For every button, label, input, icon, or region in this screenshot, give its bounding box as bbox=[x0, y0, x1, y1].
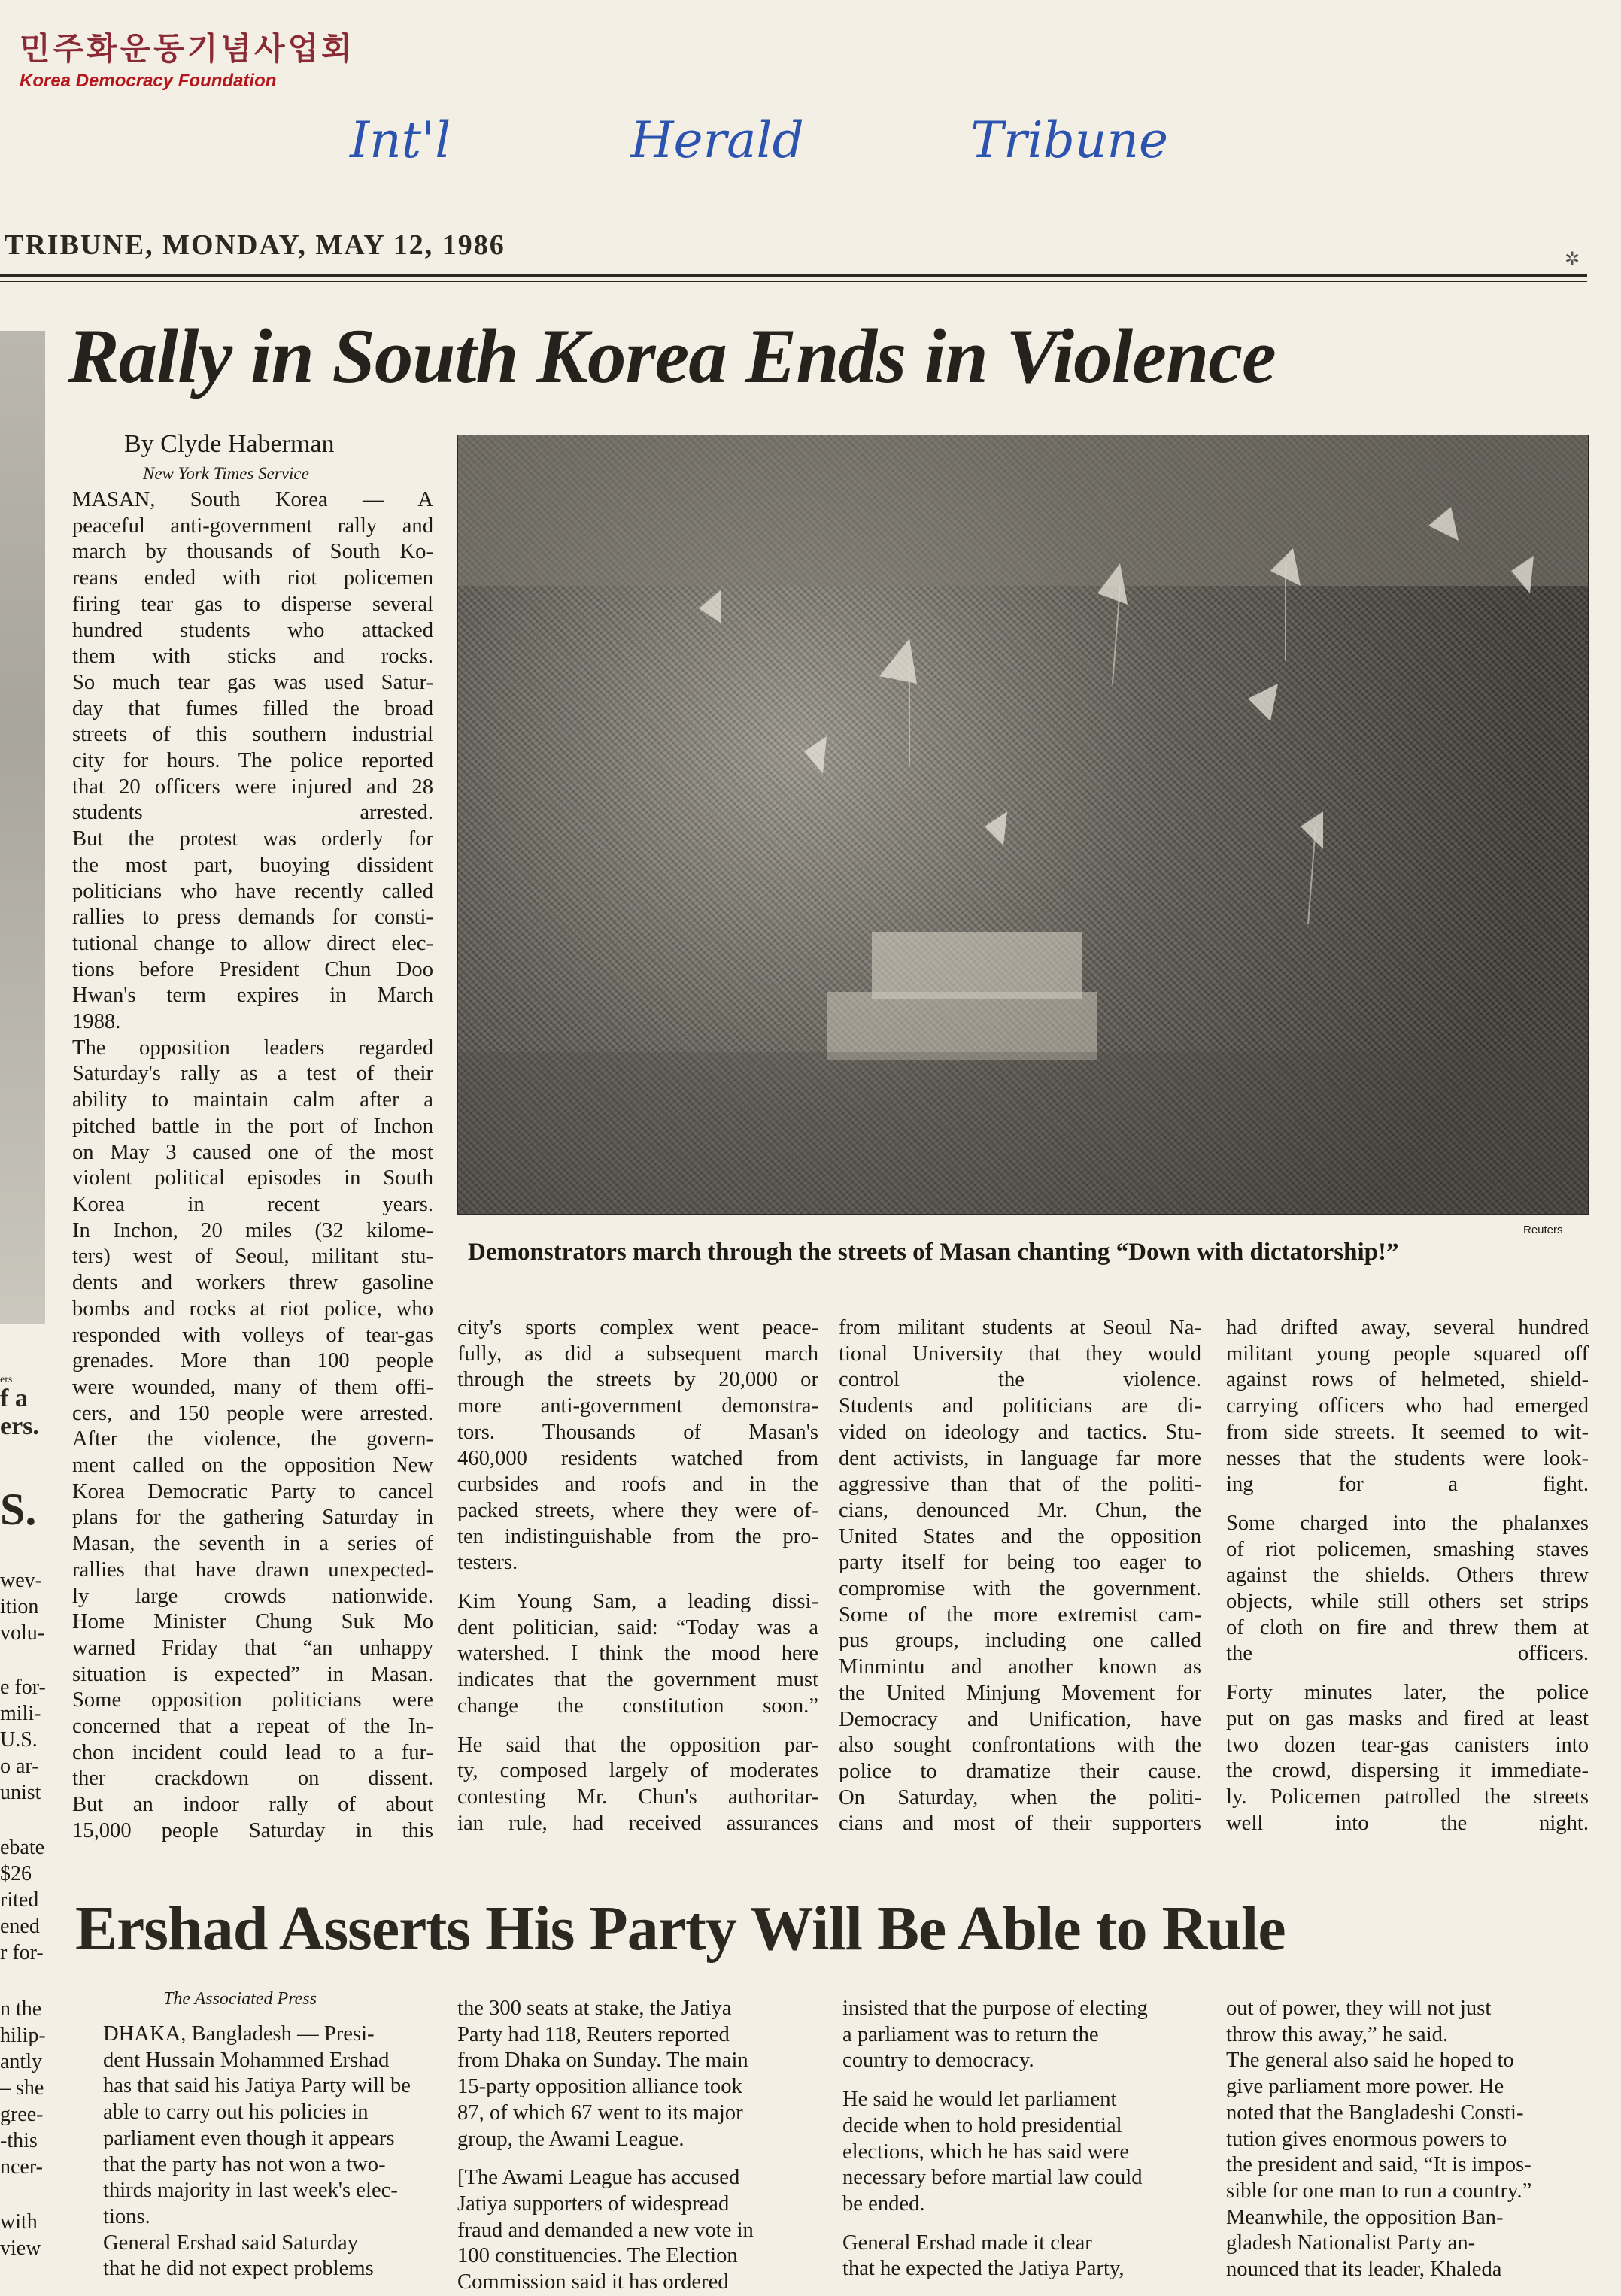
column-line: were wounded, many of them offi- bbox=[72, 1375, 433, 1399]
column-line: ability to maintain calm after a bbox=[72, 1088, 433, 1112]
column-line: Some opposition politicians were bbox=[72, 1688, 433, 1712]
column-line: packed streets, where they were of- bbox=[457, 1498, 818, 1522]
column-line: parliament even though it appears bbox=[103, 2126, 395, 2150]
column-line: But the protest was orderly for bbox=[72, 827, 433, 851]
column-line: change the constitution soon.” bbox=[457, 1694, 818, 1718]
column-line: march by thousands of South Ko- bbox=[72, 540, 433, 564]
adjacent-fragment: with bbox=[0, 2210, 38, 2234]
column-line: of cloth on fire and threw them at bbox=[1226, 1615, 1589, 1639]
watermark bbox=[20, 24, 355, 92]
column-line: General Ershad said Saturday bbox=[103, 2231, 359, 2255]
adjacent-fragment: S. bbox=[0, 1485, 37, 1534]
column-line: chon incident could lead to a fur- bbox=[72, 1740, 433, 1764]
column-line: give parliament more power. He bbox=[1226, 2075, 1504, 2099]
column-line: MASAN, South Korea — A bbox=[72, 488, 433, 511]
star-icon: ✲ bbox=[1565, 250, 1580, 269]
column-line: warned Friday that “an unhappy bbox=[72, 1636, 433, 1660]
column-line: fully, as did a subsequent march bbox=[457, 1342, 818, 1366]
column-line: [The Awami League has accused bbox=[457, 2166, 740, 2190]
column-line: 100 constituencies. The Election bbox=[457, 2244, 738, 2268]
column-line: dents and workers threw gasoline bbox=[72, 1271, 433, 1295]
column-line: objects, while still others set strips bbox=[1226, 1590, 1589, 1614]
adjacent-fragment: – she bbox=[0, 2076, 44, 2100]
column-line: dent politician, said: “Today was a bbox=[457, 1615, 818, 1639]
column-line: police to dramatize their cause. bbox=[839, 1759, 1201, 1783]
adjacent-fragment: gree- bbox=[0, 2103, 44, 2126]
column-line: against the shields. Others threw bbox=[1226, 1564, 1589, 1588]
crowd-photo bbox=[457, 435, 1589, 1215]
adjacent-fragment: e for- bbox=[0, 1676, 46, 1699]
column-line: militant young people squared off bbox=[1226, 1342, 1589, 1366]
column-line: violent political episodes in South bbox=[72, 1166, 433, 1190]
adjacent-fragment: ebate bbox=[0, 1836, 45, 1859]
column-line: General Ershad made it clear bbox=[842, 2231, 1092, 2255]
column-line: that he expected the Jatiya Party, bbox=[842, 2257, 1125, 2281]
adjacent-fragment: ncer- bbox=[0, 2155, 43, 2179]
column-line: necessary before martial law could bbox=[842, 2166, 1143, 2190]
column-line: also sought confrontations with the bbox=[839, 1733, 1201, 1758]
column-line: But an indoor rally of about bbox=[72, 1793, 433, 1817]
column-line: tutional change to allow direct elec- bbox=[72, 931, 433, 955]
column-line: able to carry out his policies in bbox=[103, 2100, 369, 2125]
adjacent-fragment: wev- bbox=[0, 1569, 42, 1592]
adjacent-fragment: antly bbox=[0, 2050, 42, 2073]
adjacent-fragment: $26 bbox=[0, 1862, 32, 1885]
column-line: Korea in recent years. bbox=[72, 1192, 433, 1216]
column-line: city's sports complex went peace- bbox=[457, 1316, 818, 1339]
column-line: 15,000 people Saturday in this bbox=[72, 1818, 433, 1843]
column-line: situation is expected” in Masan. bbox=[72, 1662, 433, 1686]
column-line: pitched battle in the port of Inchon bbox=[72, 1114, 433, 1138]
column-line: bombs and rocks at riot police, who bbox=[72, 1297, 433, 1321]
column-line: noted that the Bangladeshi Consti- bbox=[1226, 2100, 1524, 2125]
adjacent-fragment: ition bbox=[0, 1595, 39, 1618]
column-line: On Saturday, when the politi- bbox=[839, 1785, 1201, 1809]
column-line: nesses that the students were look- bbox=[1226, 1446, 1589, 1470]
column-line: rallies that have drawn unexpected- bbox=[72, 1557, 433, 1582]
article-headline: Rally in South Korea Ends in Violence bbox=[68, 314, 1276, 399]
adjacent-fragment: ers. bbox=[0, 1412, 39, 1440]
column-line: grenades. More than 100 people bbox=[72, 1349, 433, 1373]
news-service: The Associated Press bbox=[163, 1989, 317, 2009]
handwritten-note-word: Tribune bbox=[970, 111, 1169, 169]
adjacent-fragment: o ar- bbox=[0, 1755, 39, 1778]
column-line: United States and the opposition bbox=[839, 1524, 1201, 1548]
column-line: of riot policemen, smashing staves bbox=[1226, 1537, 1589, 1561]
column-line: The general also said he hoped to bbox=[1226, 2049, 1514, 2073]
adjacent-fragment: f a bbox=[0, 1385, 28, 1412]
column-line: nounced that its leader, Khaleda bbox=[1226, 2258, 1502, 2282]
column-line: fraud and demanded a new vote in bbox=[457, 2218, 754, 2242]
column-line: control the violence. bbox=[839, 1368, 1201, 1392]
column-line: gladesh Nationalist Party an- bbox=[1226, 2231, 1476, 2255]
column-line: Some charged into the phalanxes bbox=[1226, 1511, 1589, 1535]
column-line: throw this away,” he said. bbox=[1226, 2022, 1449, 2046]
column-line: Jatiya supporters of widespread bbox=[457, 2191, 730, 2216]
column-line: Minmintu and another known as bbox=[839, 1655, 1201, 1679]
column-line: The opposition leaders regarded bbox=[72, 1036, 433, 1060]
handwritten-note-word: Herald bbox=[630, 111, 804, 169]
column-line: them with sticks and rocks. bbox=[72, 645, 433, 669]
photo-caption: Demonstrators march through the streets of Masan chanting “Down with dictatorship!” bbox=[468, 1239, 1399, 1266]
adjacent-fragment: unist bbox=[0, 1781, 41, 1804]
column-line: tors. Thousands of Masan's bbox=[457, 1420, 818, 1444]
column-line: has that said his Jatiya Party will be bbox=[103, 2074, 411, 2098]
column-line: ten indistinguishable from the pro- bbox=[457, 1524, 818, 1548]
column-line: that the party has not won a two- bbox=[103, 2152, 386, 2176]
adjacent-fragment: rited bbox=[0, 1888, 39, 1912]
column-line: had drifted away, several hundred bbox=[1226, 1316, 1589, 1339]
column-line: put on gas masks and fired at least bbox=[1226, 1706, 1589, 1730]
column-line: that 20 officers were injured and 28 bbox=[72, 775, 433, 799]
column-line: ing for a fight. bbox=[1226, 1473, 1589, 1497]
column-line: DHAKA, Bangladesh — Presi- bbox=[103, 2022, 375, 2046]
column-line: country to democracy. bbox=[842, 2049, 1034, 2073]
column-line: 1988. bbox=[72, 1010, 121, 1034]
adjacent-fragment: U.S. bbox=[0, 1728, 38, 1752]
handwritten-note-word: Int'l bbox=[350, 111, 451, 169]
column-line: He said that the opposition par- bbox=[457, 1733, 818, 1757]
column-line: the officers. bbox=[1226, 1642, 1589, 1666]
column-line: ly. Policemen patrolled the streets bbox=[1226, 1785, 1589, 1809]
watermark-korean: 민주화운동기념사업회 bbox=[20, 30, 355, 67]
adjacent-photo-edge bbox=[0, 331, 45, 1324]
column-line: reans ended with riot policemen bbox=[72, 566, 433, 590]
column-line: He said he would let parliament bbox=[842, 2088, 1117, 2112]
news-service: New York Times Service bbox=[143, 464, 309, 483]
column-line: Saturday's rally as a test of their bbox=[72, 1062, 433, 1086]
column-line: So much tear gas was used Satur- bbox=[72, 670, 433, 694]
column-line: tution gives enormous powers to bbox=[1226, 2127, 1507, 2151]
column-line: ian rule, had received assurances bbox=[457, 1811, 818, 1835]
column-line: watershed. I think the mood here bbox=[457, 1642, 818, 1666]
column-line: pus groups, including one called bbox=[839, 1629, 1201, 1653]
column-line: Democracy and Unification, have bbox=[839, 1707, 1201, 1731]
article-column-2 bbox=[457, 1315, 818, 1836]
column-line: responded with volleys of tear-gas bbox=[72, 1323, 433, 1347]
column-line: dent activists, in language far more bbox=[839, 1446, 1201, 1470]
column-line: from Dhaka on Sunday. The main bbox=[457, 2049, 748, 2073]
column-line: ther crackdown on dissent. bbox=[72, 1767, 433, 1791]
photo-credit: Reuters bbox=[1523, 1224, 1563, 1236]
column-line: the president and said, “It is impos- bbox=[1226, 2153, 1531, 2177]
column-line: compromise with the government. bbox=[839, 1577, 1201, 1601]
column-line: from militant students at Seoul Na- bbox=[839, 1316, 1201, 1339]
column-line: tions. bbox=[103, 2204, 150, 2228]
article-headline: Ershad Asserts His Party Will Be Able to Rule bbox=[75, 1894, 1286, 1964]
column-line: sible for one man to run a country.” bbox=[1226, 2179, 1532, 2203]
column-line: students arrested. bbox=[72, 801, 433, 825]
column-line: rallies to press demands for consti- bbox=[72, 905, 433, 930]
column-line: the United Minjung Movement for bbox=[839, 1681, 1201, 1705]
column-line: Kim Young Sam, a leading dissi- bbox=[457, 1590, 818, 1614]
column-line: Students and politicians are di- bbox=[839, 1394, 1201, 1418]
column-line: tions before President Chun Doo bbox=[72, 957, 433, 981]
adjacent-fragment: volu- bbox=[0, 1621, 45, 1645]
adjacent-fragment: ened bbox=[0, 1915, 40, 1938]
adjacent-fragment: -this bbox=[0, 2129, 38, 2152]
article-column-1 bbox=[72, 487, 433, 1845]
column-line: against rows of helmeted, shield- bbox=[1226, 1368, 1589, 1392]
column-line: party itself for being too eager to bbox=[839, 1551, 1201, 1575]
column-line: In Inchon, 20 miles (32 kilome- bbox=[72, 1218, 433, 1242]
column-line: vided on ideology and tactics. Stu- bbox=[839, 1420, 1201, 1444]
column-line: Commission said it has ordered bbox=[457, 2270, 729, 2294]
column-line: firing tear gas to disperse several bbox=[72, 592, 433, 616]
adjacent-fragment: hilip- bbox=[0, 2024, 46, 2047]
column-line: 15-party opposition alliance took bbox=[457, 2075, 742, 2099]
adjacent-fragment: n the bbox=[0, 1997, 42, 2021]
column-line: through the streets by 20,000 or bbox=[457, 1368, 818, 1392]
dateline: TRIBUNE, MONDAY, MAY 12, 1986 bbox=[5, 229, 505, 261]
column-line: that he did not expect problems bbox=[103, 2257, 374, 2281]
column-line: elections, which he has said were bbox=[842, 2140, 1130, 2164]
column-line: indicates that the government must bbox=[457, 1668, 818, 1692]
column-line: After the violence, the govern- bbox=[72, 1427, 433, 1451]
column-line: on May 3 caused one of the most bbox=[72, 1140, 433, 1164]
column-line: carrying officers who had emerged bbox=[1226, 1394, 1589, 1418]
column-line: ters) west of Seoul, militant stu- bbox=[72, 1245, 433, 1269]
column-line: Masan, the seventh in a series of bbox=[72, 1532, 433, 1556]
column-line: tional University that they would bbox=[839, 1342, 1201, 1366]
article-byline: By Clyde Haberman bbox=[124, 430, 335, 458]
column-line: curbsides and roofs and in the bbox=[457, 1473, 818, 1497]
adjacent-fragment: r for- bbox=[0, 1941, 44, 1964]
column-line: from side streets. It seemed to wit- bbox=[1226, 1420, 1589, 1444]
column-line: plans for the gathering Saturday in bbox=[72, 1506, 433, 1530]
column-line: the 300 seats at stake, the Jatiya bbox=[457, 1997, 732, 2020]
column-line: two dozen tear-gas canisters into bbox=[1226, 1733, 1589, 1757]
column-line: Home Minister Chung Suk Mo bbox=[72, 1610, 433, 1634]
article2-column-1 bbox=[103, 2022, 434, 2282]
column-line: Party had 118, Reuters reported bbox=[457, 2022, 730, 2046]
column-line: well into the night. bbox=[1226, 1811, 1589, 1835]
watermark-english: Korea Democracy Foundation bbox=[20, 71, 277, 91]
column-line: Some of the more extremist cam- bbox=[839, 1603, 1201, 1627]
column-line: Meanwhile, the opposition Ban- bbox=[1226, 2205, 1504, 2229]
masthead-rule-thin bbox=[0, 281, 1587, 282]
column-line: be ended. bbox=[842, 2191, 925, 2216]
column-line: city for hours. The police reported bbox=[72, 749, 433, 773]
column-line: ment called on the opposition New bbox=[72, 1454, 433, 1478]
column-line: the most part, buoying dissident bbox=[72, 853, 433, 877]
column-line: testers. bbox=[457, 1551, 518, 1575]
column-line: hundred students who attacked bbox=[72, 618, 433, 642]
masthead-rule bbox=[0, 274, 1587, 277]
article2-column-3 bbox=[842, 1996, 1205, 2282]
article2-column-2 bbox=[457, 1996, 818, 2296]
column-line: cers, and 150 people were arrested. bbox=[72, 1401, 433, 1425]
column-line: decide when to hold presidential bbox=[842, 2113, 1122, 2137]
column-line: a parliament was to return the bbox=[842, 2022, 1099, 2046]
column-line: cians, denounced Mr. Chun, the bbox=[839, 1498, 1201, 1522]
column-line: ty, composed largely of moderates bbox=[457, 1759, 818, 1783]
adjacent-fragment: ers bbox=[0, 1374, 13, 1385]
column-line: cians and most of their supporters bbox=[839, 1812, 1201, 1836]
column-line: concerned that a repeat of the In- bbox=[72, 1715, 433, 1739]
column-line: ly large crowds nationwide. bbox=[72, 1584, 433, 1608]
column-line: Korea Democratic Party to cancel bbox=[72, 1479, 433, 1503]
column-line: the crowd, dispersing it immediate- bbox=[1226, 1759, 1589, 1783]
crowd-photo-illustration bbox=[458, 435, 1588, 1214]
column-line: more anti-government demonstra- bbox=[457, 1394, 818, 1418]
column-line: peaceful anti-government rally and bbox=[72, 514, 433, 538]
article-column-4 bbox=[1226, 1315, 1589, 1836]
column-line: politicians who have recently called bbox=[72, 879, 433, 903]
article2-column-4 bbox=[1226, 1996, 1589, 2283]
adjacent-fragment: view bbox=[0, 2237, 41, 2260]
column-line: aggressive than that of the politi- bbox=[839, 1473, 1201, 1497]
column-line: Forty minutes later, the police bbox=[1226, 1681, 1589, 1705]
column-line: 87, of which 67 went to its major bbox=[457, 2100, 743, 2125]
column-line: out of power, they will not just bbox=[1226, 1997, 1492, 2020]
column-line: dent Hussain Mohammed Ershad bbox=[103, 2048, 390, 2072]
column-line: contesting Mr. Chun's authoritar- bbox=[457, 1785, 818, 1809]
column-line: streets of this southern industrial bbox=[72, 723, 433, 747]
column-line: insisted that the purpose of electing bbox=[842, 1997, 1148, 2020]
column-line: 460,000 residents watched from bbox=[457, 1446, 818, 1470]
column-line: group, the Awami League. bbox=[457, 2127, 685, 2151]
column-line: thirds majority in last week's elec- bbox=[103, 2179, 398, 2203]
column-line: day that fumes filled the broad bbox=[72, 696, 433, 720]
column-line: Hwan's term expires in March bbox=[72, 984, 433, 1008]
article-column-3 bbox=[839, 1315, 1201, 1837]
adjacent-fragment: mili- bbox=[0, 1702, 41, 1725]
